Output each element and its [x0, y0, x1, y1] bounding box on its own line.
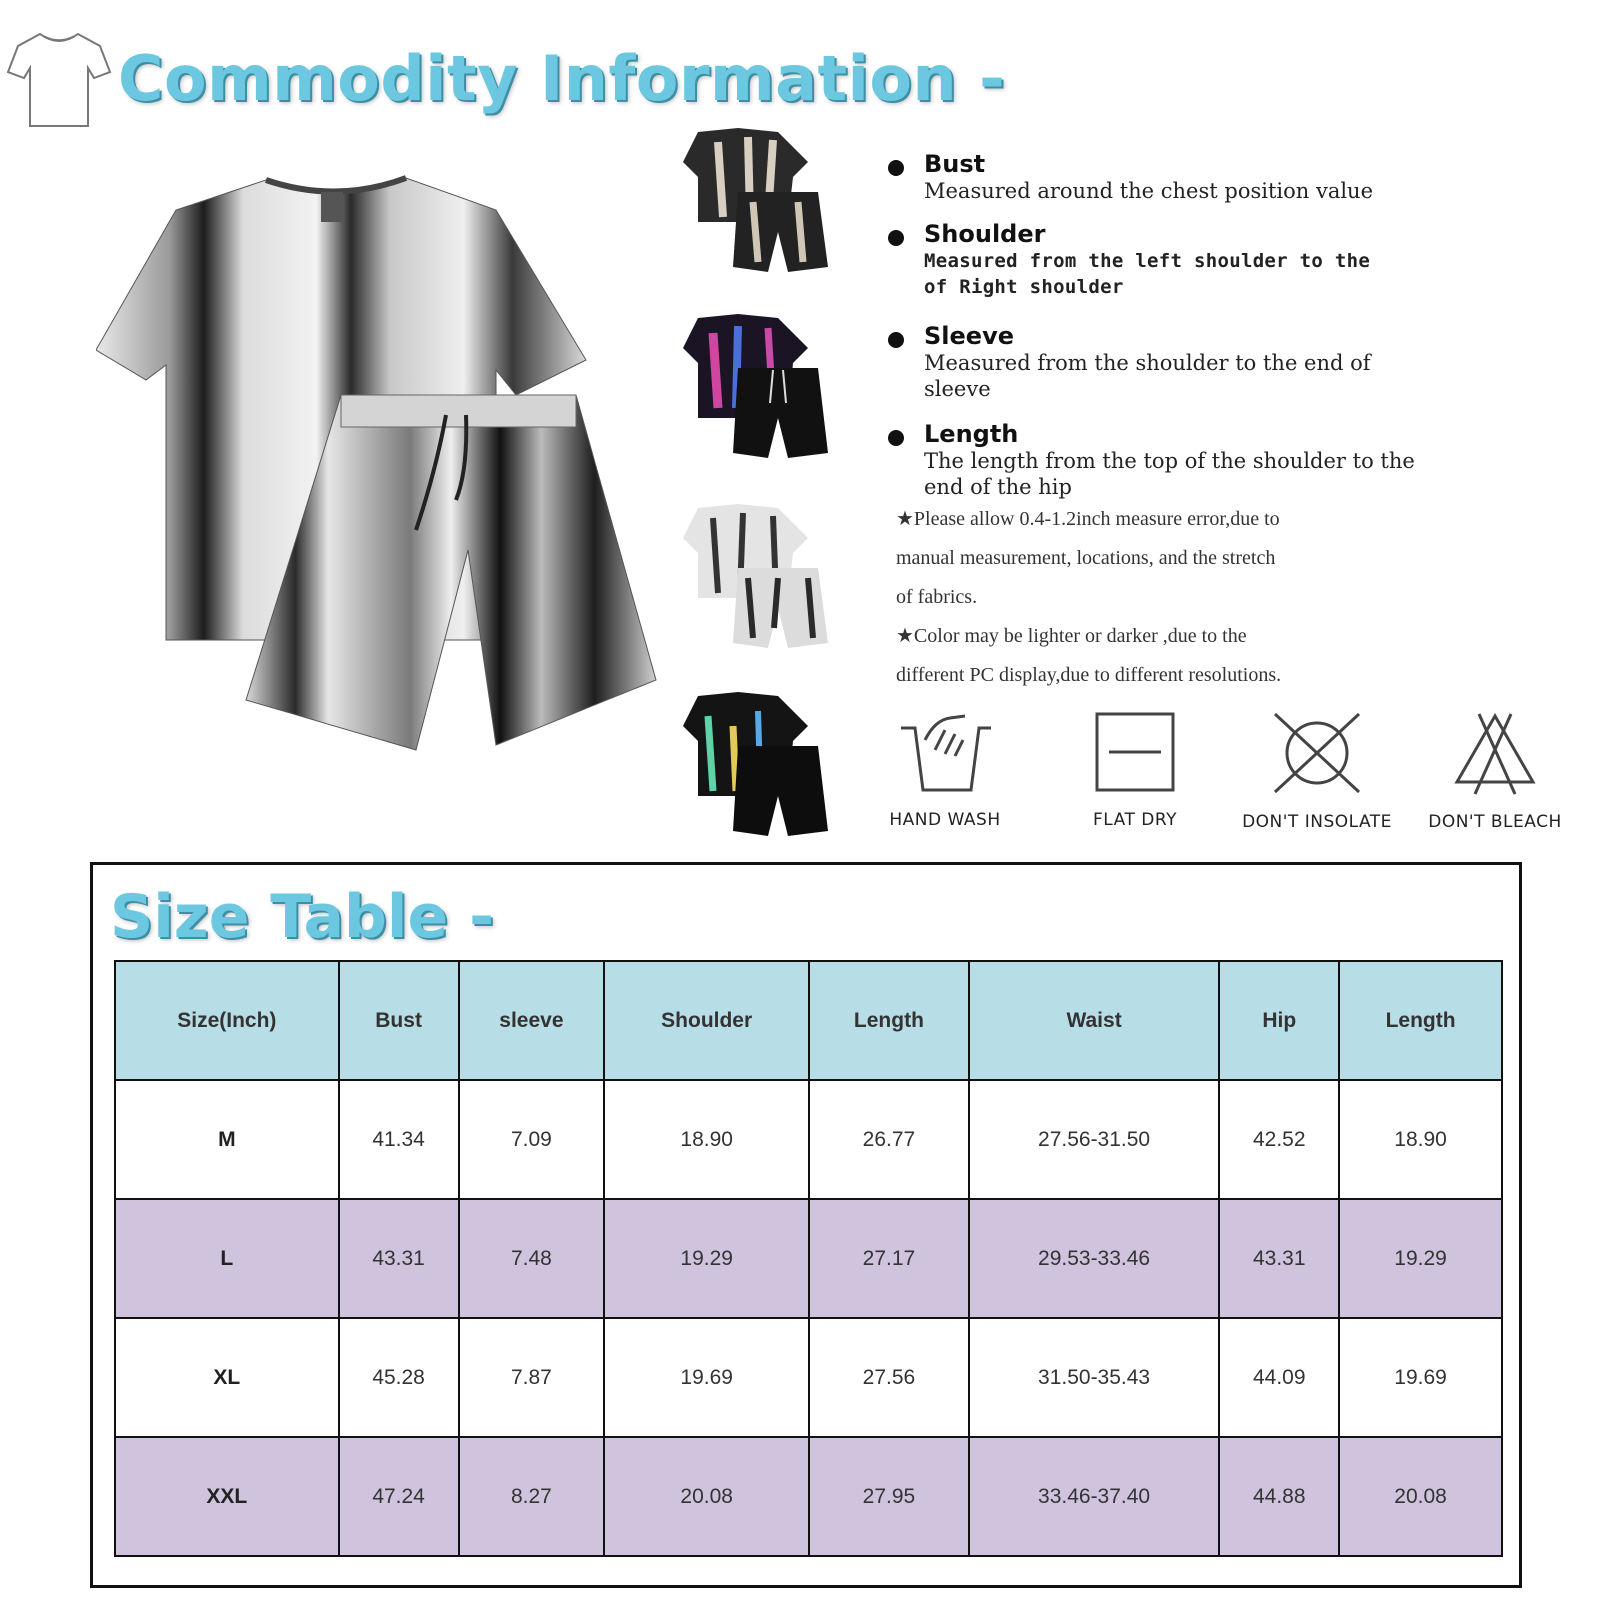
hand-wash-icon — [895, 710, 995, 794]
note-sleeve — [888, 322, 1568, 402]
disclaimer-line: ★Color may be lighter or darker ,due to the — [896, 625, 1247, 647]
table-cell: 31.50-35.43 — [969, 1318, 1220, 1437]
table-row — [115, 1437, 1502, 1556]
note-shoulder — [888, 220, 1568, 300]
table-cell: 27.56 — [809, 1318, 969, 1437]
care-label: HAND WASH — [889, 810, 1001, 830]
table-cell: 33.46-37.40 — [969, 1437, 1220, 1556]
note-desc: Measured from the left shoulder to the of Right shoulder — [924, 250, 1371, 298]
column-header: Hip — [1219, 961, 1339, 1080]
product-thumbnail-black-pink-blue[interactable] — [678, 308, 838, 468]
measurement-notes — [888, 150, 1568, 514]
table-cell: XL — [115, 1318, 339, 1437]
tshirt-outline-icon — [6, 28, 112, 132]
table-cell: 27.56-31.50 — [969, 1080, 1220, 1199]
table-cell: 44.88 — [1219, 1437, 1339, 1556]
care-hand-wash — [860, 710, 1030, 830]
care-label: FLAT DRY — [1093, 810, 1177, 830]
table-cell: 29.53-33.46 — [969, 1199, 1220, 1318]
flat-dry-icon — [1093, 710, 1177, 794]
table-cell: 47.24 — [339, 1437, 459, 1556]
bullet-icon — [888, 230, 904, 246]
note-title: Sleeve — [924, 322, 1014, 350]
table-cell: 7.09 — [459, 1080, 605, 1199]
disclaimer-line: ★Please allow 0.4-1.2inch measure error,due to — [896, 508, 1280, 530]
table-cell: 44.09 — [1219, 1318, 1339, 1437]
note-desc: Measured from the shoulder to the end of sleeve — [924, 351, 1371, 401]
table-row — [115, 1199, 1502, 1318]
disclaimer-line: of fabrics. — [896, 586, 978, 608]
product-thumbnail-white-black[interactable] — [678, 498, 838, 658]
table-cell: 18.90 — [604, 1080, 809, 1199]
table-row — [115, 1080, 1502, 1199]
care-label: DON'T BLEACH — [1428, 812, 1562, 832]
size-table-title: Size Table - — [110, 882, 494, 952]
table-cell: 26.77 — [809, 1080, 969, 1199]
column-header: Length — [809, 961, 969, 1080]
disclaimer-line: different PC display,due to different resolutions. — [896, 664, 1282, 686]
column-header: Bust — [339, 961, 459, 1080]
table-cell: 42.52 — [1219, 1080, 1339, 1199]
table-cell: 7.87 — [459, 1318, 605, 1437]
table-header-row — [115, 961, 1502, 1080]
table-cell: L — [115, 1199, 339, 1318]
dont-bleach-icon — [1453, 710, 1537, 796]
dont-insolate-icon — [1271, 710, 1363, 796]
care-flat-dry — [1050, 710, 1220, 830]
note-length — [888, 420, 1568, 500]
note-title: Bust — [924, 150, 986, 178]
table-cell: 8.27 — [459, 1437, 605, 1556]
table-cell: 41.34 — [339, 1080, 459, 1199]
care-dont-insolate — [1232, 710, 1402, 832]
page-title: Commodity Information - — [118, 42, 1006, 115]
product-thumbnail-black-white[interactable] — [678, 122, 838, 282]
table-cell: 20.08 — [604, 1437, 809, 1556]
bullet-icon — [888, 430, 904, 446]
product-main-image — [96, 170, 686, 770]
table-cell: M — [115, 1080, 339, 1199]
note-bust — [888, 150, 1568, 204]
table-cell: 27.95 — [809, 1437, 969, 1556]
care-dont-bleach — [1410, 710, 1580, 832]
note-title: Length — [924, 420, 1019, 448]
table-cell: 20.08 — [1339, 1437, 1502, 1556]
table-cell: 19.29 — [604, 1199, 809, 1318]
bullet-icon — [888, 160, 904, 176]
table-cell: 19.69 — [1339, 1318, 1502, 1437]
bullet-icon — [888, 332, 904, 348]
table-cell: XXL — [115, 1437, 339, 1556]
table-cell: 43.31 — [1219, 1199, 1339, 1318]
care-label: DON'T INSOLATE — [1242, 812, 1392, 832]
measurement-disclaimer — [896, 500, 1366, 695]
column-header: Waist — [969, 961, 1220, 1080]
column-header: Shoulder — [604, 961, 809, 1080]
table-cell: 18.90 — [1339, 1080, 1502, 1199]
table-cell: 27.17 — [809, 1199, 969, 1318]
table-cell: 19.29 — [1339, 1199, 1502, 1318]
table-row — [115, 1318, 1502, 1437]
column-header: sleeve — [459, 961, 605, 1080]
table-cell: 45.28 — [339, 1318, 459, 1437]
column-header: Size(Inch) — [115, 961, 339, 1080]
table-cell: 43.31 — [339, 1199, 459, 1318]
disclaimer-line: manual measurement, locations, and the stretch — [896, 547, 1276, 569]
note-desc: The length from the top of the shoulder to the end of the hip — [924, 449, 1415, 499]
table-cell: 19.69 — [604, 1318, 809, 1437]
note-desc: Measured around the chest position value — [924, 179, 1374, 203]
column-header: Length — [1339, 961, 1502, 1080]
note-title: Shoulder — [924, 220, 1046, 248]
product-thumbnail-black-multicolor[interactable] — [678, 686, 838, 846]
table-cell: 7.48 — [459, 1199, 605, 1318]
size-table — [114, 960, 1503, 1557]
